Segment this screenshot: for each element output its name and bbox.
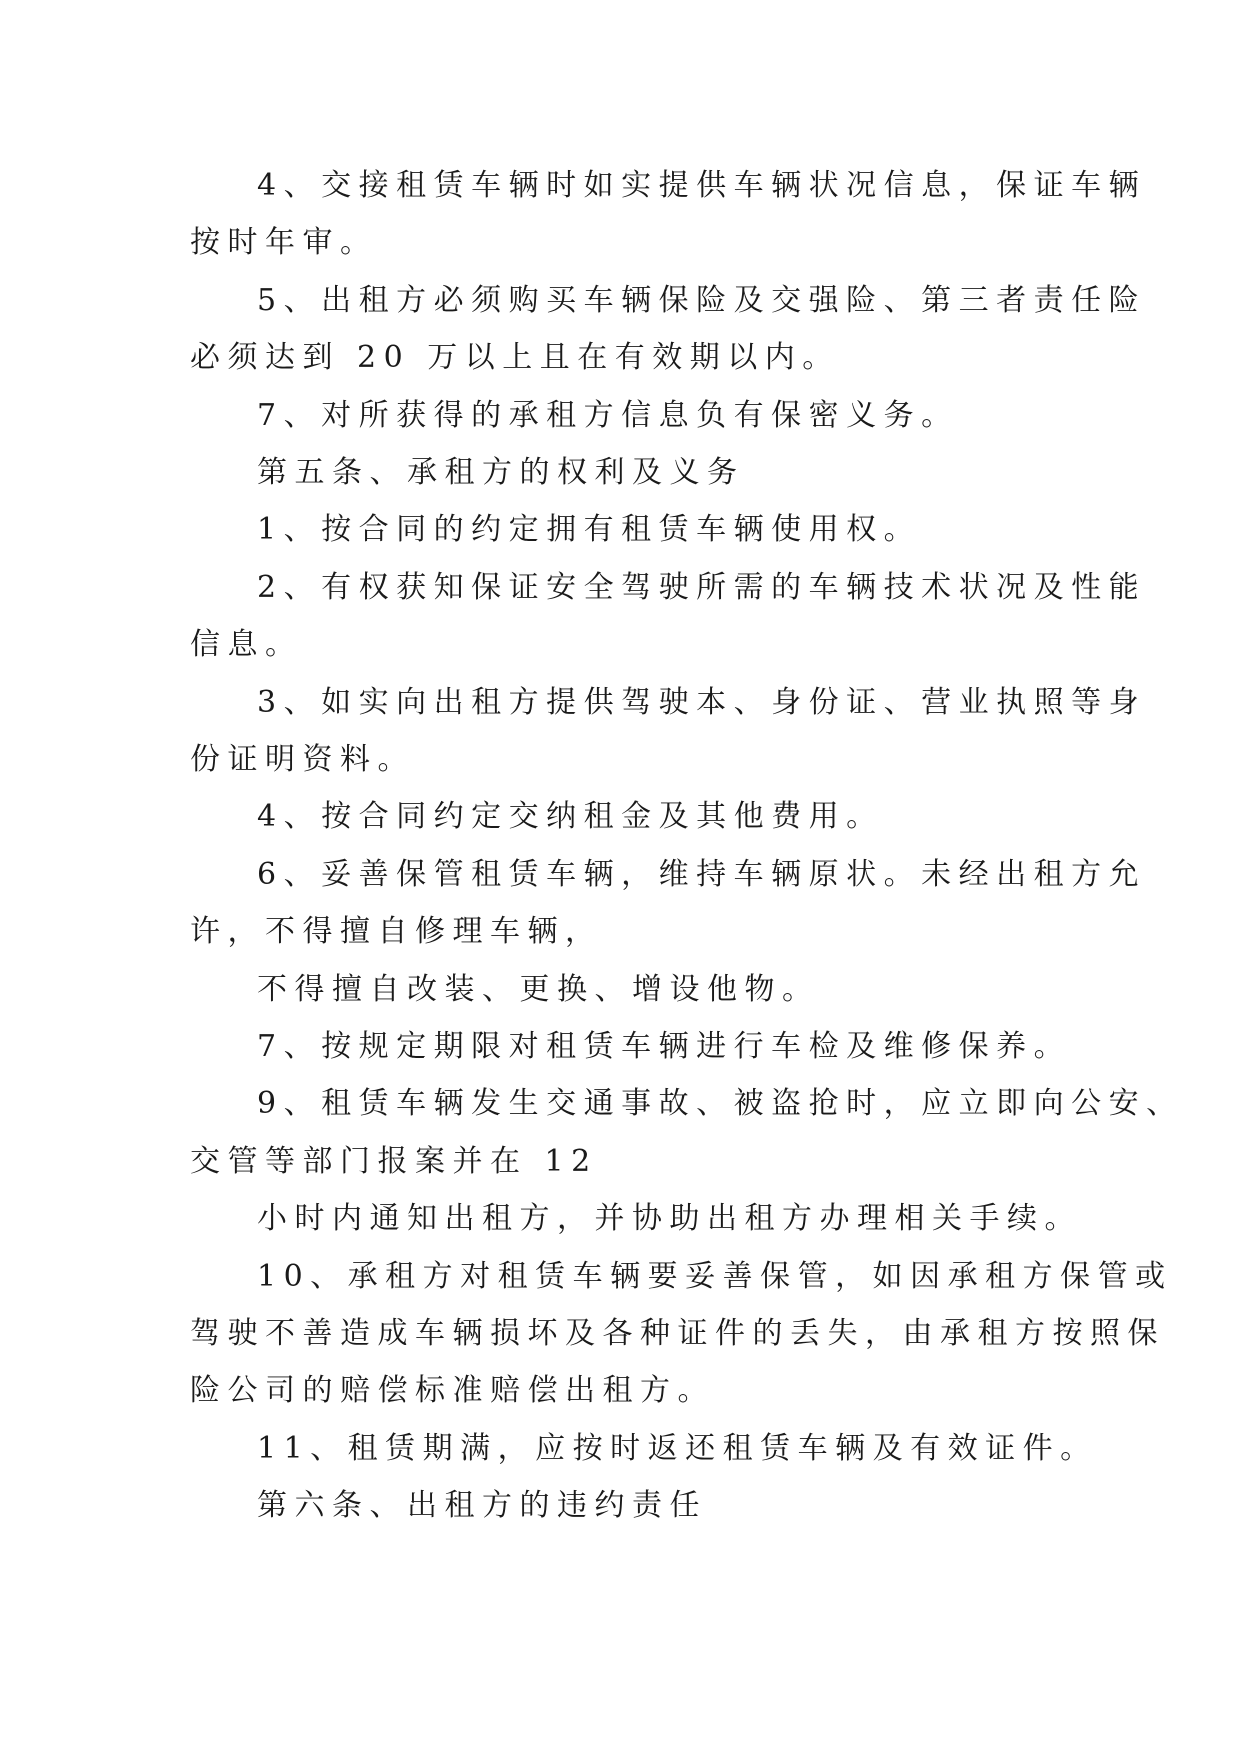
- text-line: 7、对所获得的承租方信息负有保密义务。: [257, 398, 959, 433]
- text-line: 11、租赁期满，应按时返还租赁车辆及有效证件。: [257, 1431, 1098, 1466]
- text-line: 按时年审。: [190, 225, 378, 260]
- text-line: 6、妥善保管租赁车辆，维持车辆原状。未经出租方允: [257, 857, 1147, 892]
- text-line: 小时内通知出租方，并协助出租方办理相关手续。: [257, 1201, 1082, 1236]
- text-line: 许，不得擅自修理车辆，: [190, 914, 603, 949]
- text-line: 5、出租方必须购买车辆保险及交强险、第三者责任险: [257, 283, 1147, 318]
- text-line: 信息。: [190, 627, 303, 662]
- text-line: 4、交接租赁车辆时如实提供车辆状况信息，保证车辆: [257, 168, 1147, 203]
- text-line: 4、按合同约定交纳租金及其他费用。: [257, 799, 884, 834]
- text-line: 交管等部门报案并在 12: [190, 1144, 598, 1179]
- text-line: 2、有权获知保证安全驾驶所需的车辆技术状况及性能: [257, 570, 1147, 605]
- section-heading: 第五条、承租方的权利及义务: [257, 455, 745, 490]
- text-line: 10、承租方对租赁车辆要妥善保管，如因承租方保管或: [257, 1259, 1173, 1294]
- text-line: 不得擅自改装、更换、增设他物。: [257, 972, 820, 1007]
- text-line: 7、按规定期限对租赁车辆进行车检及维修保养。: [257, 1029, 1072, 1064]
- text-line: 驾驶不善造成车辆损坏及各种证件的丢失，由承租方按照保: [190, 1316, 1165, 1351]
- text-line: 份证明资料。: [190, 742, 415, 777]
- text-line: 9、租赁车辆发生交通事故、被盗抢时，应立即向公安、: [257, 1086, 1184, 1121]
- section-heading: 第六条、出租方的违约责任: [257, 1488, 707, 1523]
- text-line: 1、按合同的约定拥有租赁车辆使用权。: [257, 512, 922, 547]
- text-line: 3、如实向出租方提供驾驶本、身份证、营业执照等身: [257, 685, 1147, 720]
- text-line: 必须达到 20 万以上且在有效期以内。: [190, 340, 840, 375]
- text-line: 险公司的赔偿标准赔偿出租方。: [190, 1373, 715, 1408]
